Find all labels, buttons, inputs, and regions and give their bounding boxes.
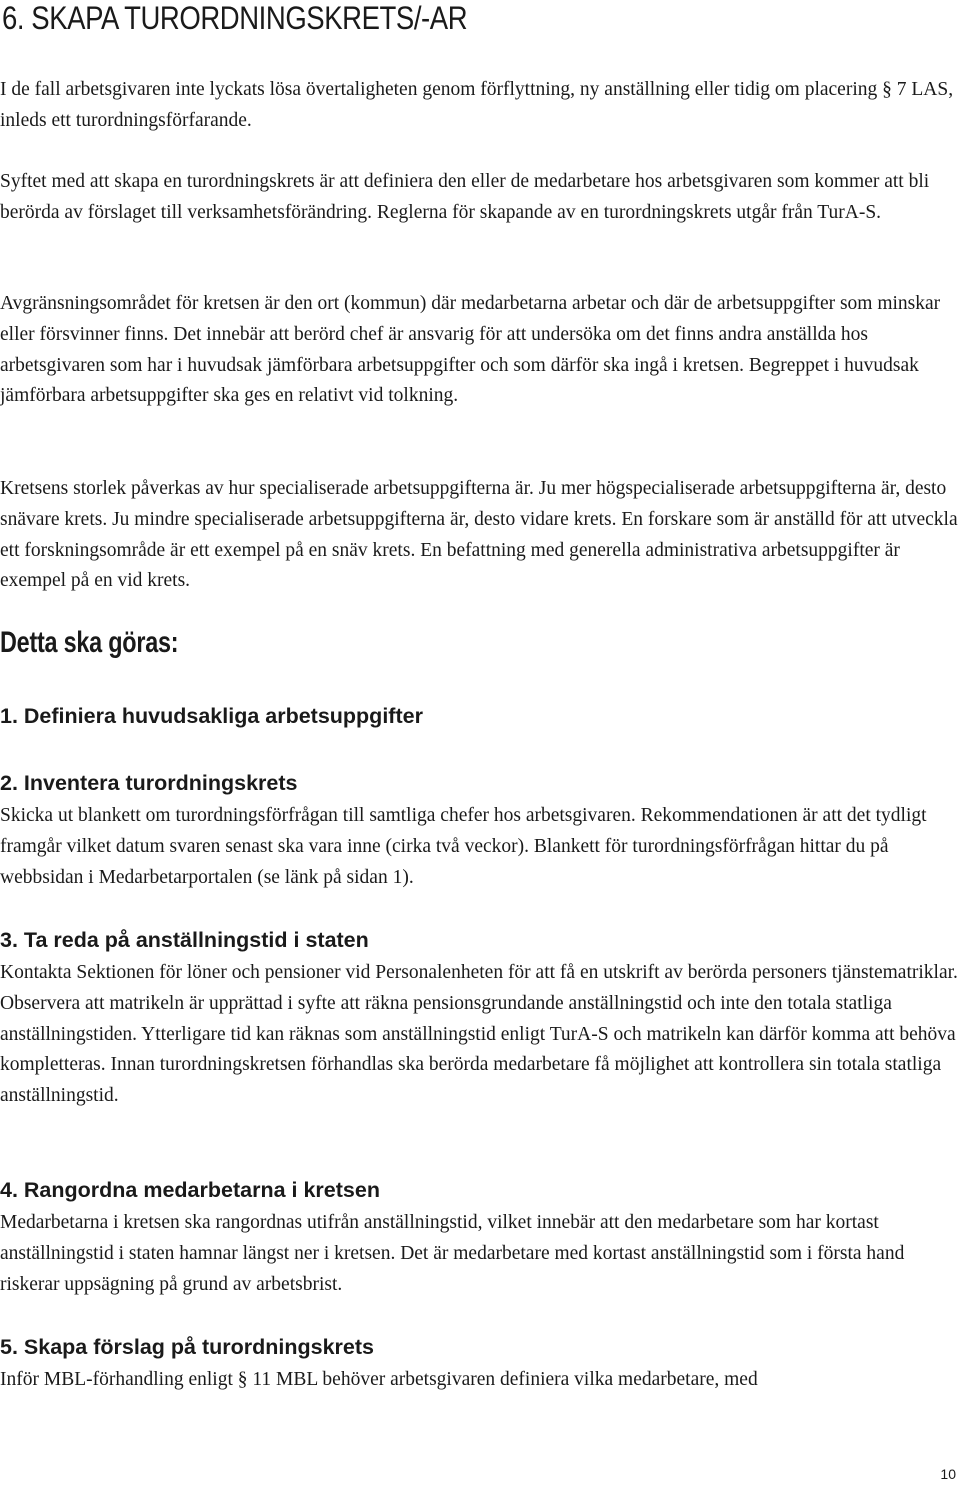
purpose-paragraph: Syftet med att skapa en turordningskrets är att definiera den eller de medarbetare hos arbetsgivaren som kommer att bli berörda av förslaget till verksamhetsförändring. Reglerna för skapande av en turordningskrets utgår från TurA-S.	[0, 171, 930, 223]
step-2-heading: 2. Inventera turordningskrets	[0, 771, 298, 795]
step-4-text: Medarbetarna i kretsen ska rangordnas utifrån anställningstid, vilket innebär att den medarbetare som har kortast anställningstid i staten hamnar längst ner i kretsen. Det är medarbetare med kortast anställningstid som i första hand riskerar uppsägning på grund av arbetsbrist.	[0, 1212, 905, 1295]
step-2-text: Skicka ut blankett om turordningsförfrågan till samtliga chefer hos arbetsgivaren. Rekommendationen är att det tydligt framgår vilket datum svaren senast ska vara inne (cirka två veckor). Blankett för turordningsförfrågan hittar du på webbsidan i Medarbetarportalen (se länk på sidan 1).	[0, 805, 927, 888]
size-paragraph: Kretsens storlek påverkas av hur specialiserade arbetsuppgifterna är. Ju mer högspecialiserade arbetsuppgifterna är, desto snävare krets. Ju mindre specialiserade arbetsuppgifterna är, desto vidare krets. En forskare som är anställd för att utveckla ett forskningsområde är ett exempel på en snäv krets. En befattning med generella administrativa arbetsuppgifter är exempel på en vid krets.	[0, 478, 958, 592]
page-number: 10	[940, 1466, 956, 1482]
section-heading: Detta ska göras:	[0, 626, 179, 659]
intro-paragraph: I de fall arbetsgivaren inte lyckats lösa övertaligheten genom förflyttning, ny anställning eller tidig om placering § 7 LAS, inleds ett turordningsförfarande.	[0, 79, 954, 131]
step-3-heading: 3. Ta reda på anställningstid i staten	[0, 928, 369, 952]
step-4-heading: 4. Rangordna medarbetarna i kretsen	[0, 1178, 380, 1202]
step-5-heading: 5. Skapa förslag på turordningskrets	[0, 1335, 374, 1359]
scope-paragraph: Avgränsningsområdet för kretsen är den ort (kommun) där medarbetarna arbetar och där de arbetsuppgifter som minskar eller försvinner finns. Det innebär att berörd chef är ansvarig för att undersöka om det finns andra anställda hos arbetsgivaren som har i huvudsak jämförbara arbetsuppgifter och som därför ska ingå i kretsen. Begreppet i huvudsak jämförbara arbetsuppgifter ska ges en relativt vid tolkning.	[0, 293, 941, 407]
step-3-text: Kontakta Sektionen för löner och pensioner vid Personalenheten för att få en utskrift av berörda personers tjänstematriklar. Observera att matrikeln är upprättad i syfte att räkna pensionsgrundande anställningstid och inte den totala statliga anställningstiden. Ytterligare tid kan räknas som anställningstid enligt TurA-S och matrikeln kan därför komma att behöva kompletteras. Innan turordningskretsen förhandlas ska berörda medarbetare få möjlighet att kontrollera sin totala statliga anställningstid.	[0, 962, 958, 1107]
step-1-heading: 1. Definiera huvudsakliga arbetsuppgifter	[0, 704, 423, 728]
page-title: 6. SKAPA TURORDNINGSKRETS/-AR	[2, 0, 468, 36]
step-5-text: Inför MBL-förhandling enligt § 11 MBL behöver arbetsgivaren definiera vilka medarbetare, med	[0, 1369, 758, 1390]
